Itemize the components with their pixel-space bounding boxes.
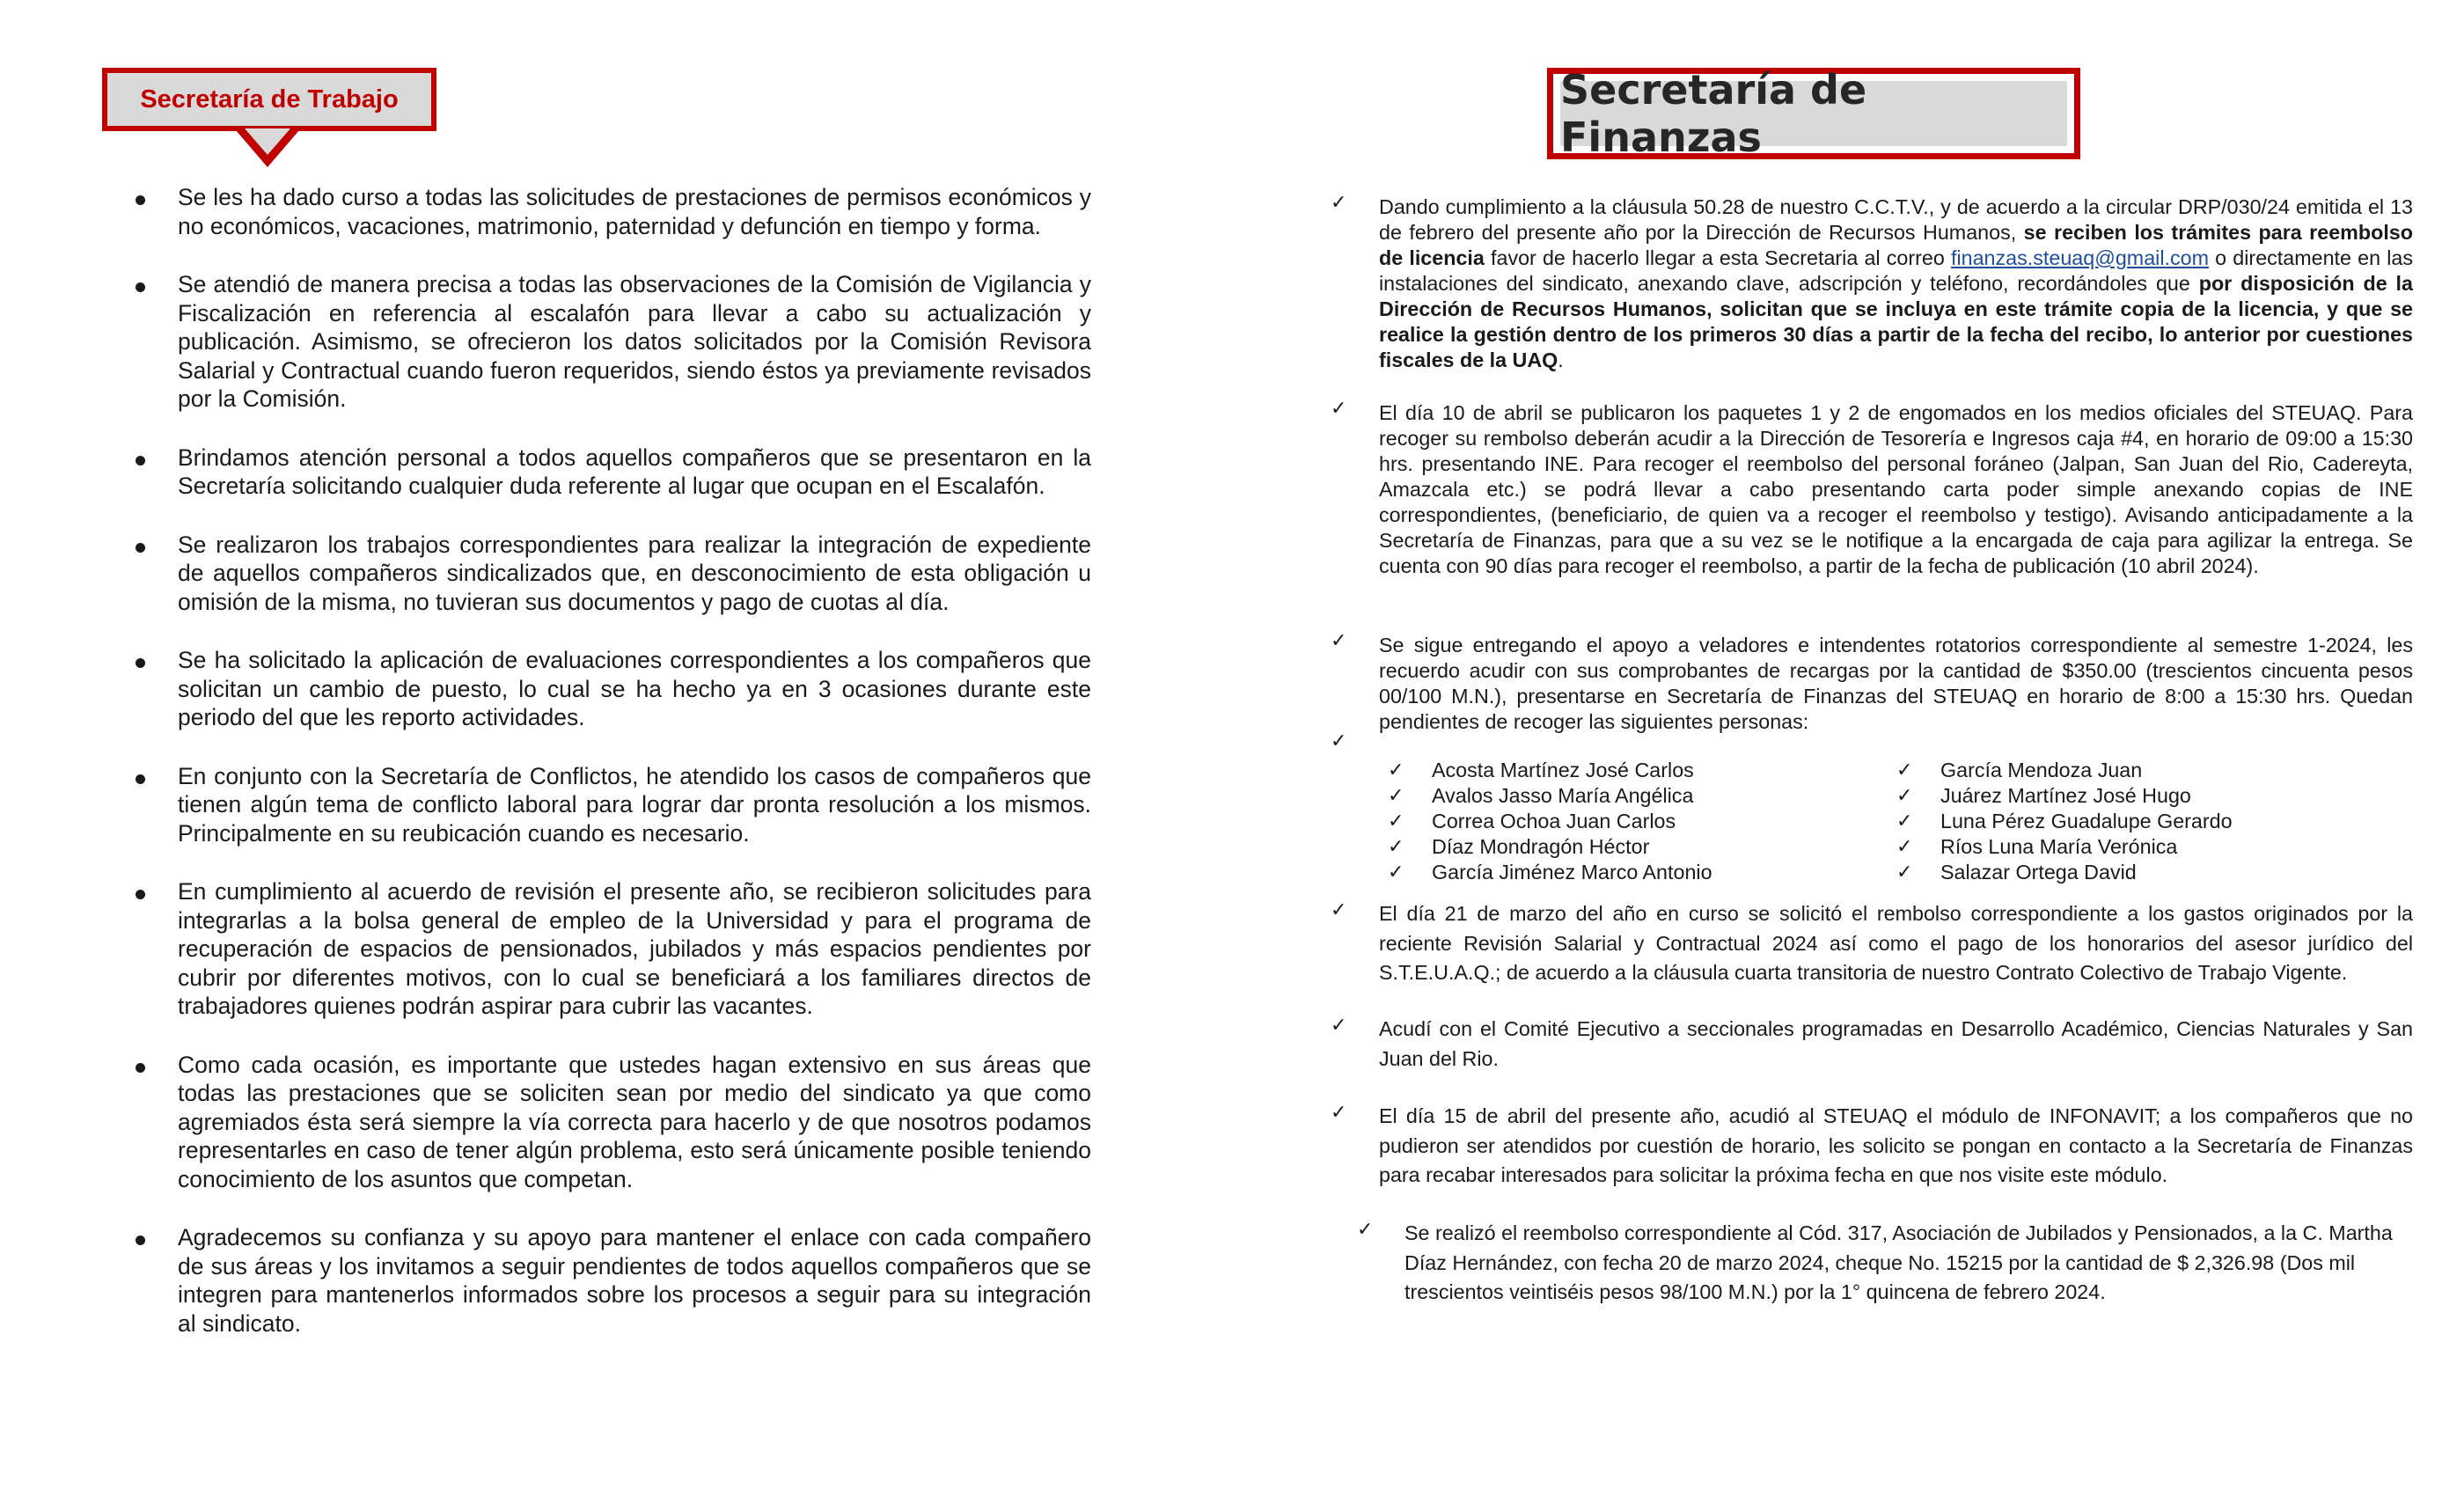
list-item: Agradecemos su confianza y su apoyo para mantener el enlace con cada compañero de sus áreas y los invitamos a seguir pendientes de todos aquellos compañeros que se integren para mantenerlos informados sobre los procesos a seguir para su integración al sindicato.	[97, 1223, 1100, 1338]
bullet-icon	[136, 658, 145, 668]
pending-names-right	[1896, 758, 2233, 885]
list-item: Se realizaron los trabajos correspondientes para realizar la integración de expediente de aquellos compañeros sindicalizados que, en desconocimiento de esta obligación u omisión de la misma, no tuvieran sus documentos y pago de cuotas al día.	[97, 531, 1100, 617]
finanzas-paragraph-4: El día 21 de marzo del año en curso se solicitó el rembolso correspondiente a los gastos originados por la reciente Revisión Salarial y Contractual 2024 así como el pago de los honorarios del asesor jurídico del S.T.E.U.A.Q.; de acuerdo a la cláusula cuarta transitoria de nuestro Contrato Colectivo de Trabajo Vigente.	[1379, 902, 2413, 984]
list-item: En cumplimiento al acuerdo de revisión el presente año, se recibieron solicitudes para integrarlas a la bolsa general de empleo de la Universidad y para el programa de recuperación de espacios de pensionados, jubilados y más espacios pendientes por cubrir por diferentes motivos, con lo cual se beneficiará a los familiares directos de trabajadores quienes podrán aspirar para cubrir las vacantes.	[97, 877, 1100, 1021]
finanzas-paragraph-6: El día 15 de abril del presente año, acudió al STEUAQ el módulo de INFONAVIT; a los compañeros que no pudieron ser atendidos por cuestión de horario, les solicito se pongan en contacto a la Secretaría de Finanzas para recabar interesados para solicitar la próxima fecha en que nos visite este módulo.	[1379, 1104, 2413, 1186]
list-item: Brindamos atención personal a todos aquellos compañeros que se presentaron en la Secretaría solicitando cualquier duda referente al lugar que ocupan en el Escalafón.	[97, 444, 1100, 501]
list-item: Se ha solicitado la aplicación de evaluaciones correspondientes a los compañeros que solicitan un cambio de puesto, lo cual se ha hecho ya en 3 ocasiones durante este periodo del que les reporto actividades.	[97, 646, 1100, 732]
bullet-icon	[136, 1063, 145, 1073]
bullet-icon	[136, 1236, 145, 1245]
check-icon: ✓	[1388, 785, 1404, 807]
list-item: ✓ Avalos Jasso María Angélica	[1388, 784, 1694, 807]
finanzas-paragraph-7: Se realizó el reembolso correspondiente al Cód. 317, Asociación de Jubilados y Pensionados, a la C. Martha Díaz Hernández, con fecha 20 de marzo 2024, cheque No. 15215 por la cantidad de $ 2,326.98 (Dos mil trescientos veintiséis pesos 98/100 M.N.) por la 1° quincena de febrero 2024.	[1404, 1221, 2393, 1303]
check-icon: ✓	[1331, 899, 1347, 921]
finanzas-paragraph-2: El día 10 de abril se publicaron los paquetes 1 y 2 de engomados en los medios oficiales del STEUAQ. Para recoger su rembolso deberán acudir a la Dirección de Tesorería e Ingresos caja #4, en horario de 09:00 a 15:30 hrs. presentando INE. Para recoger el reembolso del personal foráneo (Jalpan, San Juan del Rio, Cadereyta, Amazcala etc.) se podrá llevar a cabo presentando carta poder simple anexando copias de INE correspondientes, (beneficiario, de quien va a recoger el reembolso y testigo). Avisando anticipadamente a la Secretaría de Finanzas, para que a su vez se le notifique a la encargada de caja para agilizar la entrega. Se cuenta con 90 días para recoger el reembolso, a partir de la fecha de publicación (10 abril 2024).	[1379, 401, 2413, 577]
list-item: ✓ Salazar Ortega David	[1896, 861, 2137, 884]
bullet-icon	[136, 456, 145, 466]
check-icon: ✓	[1388, 836, 1404, 858]
list-item: Se atendió de manera precisa a todas las observaciones de la Comisión de Vigilancia y Fiscalización en referencia al escalafón para llevar a cabo su actualización y publicación. Asimismo, se ofrecieron los datos solicitados por la Comisión Revisora Salarial y Contractual cuando fueron requeridos, siendo éstos ya previamente revisados por la Comisión.	[97, 270, 1100, 414]
email-link[interactable]: finanzas.steuaq@gmail.com	[1951, 246, 2209, 269]
bullet-icon	[136, 774, 145, 784]
check-icon: ✓	[1388, 759, 1404, 781]
check-icon: ✓	[1331, 630, 1347, 652]
finanzas-title: Secretaría de Finanzas	[1560, 66, 1867, 161]
list-item: ✓ Ríos Luna María Verónica	[1896, 835, 2178, 858]
list-item: ✓ García Mendoza Juan	[1896, 759, 2143, 781]
check-icon: ✓	[1896, 785, 1913, 807]
finanzas-paragraph-3: Se sigue entregando el apoyo a veladores e intendentes rotatorios correspondiente al semestre 1-2024, les recuerdo acudir con sus comprobantes de recargas por la cantidad de $350.00 (trescientos cincuenta pesos 00/100 M.N.), presentarse en Secretaría de Finanzas del STEUAQ en horario de 8:00 a 15:30 hrs. Quedan pendientes de recoger las siguientes personas:	[1379, 634, 2413, 733]
callout-arrow-icon	[236, 130, 299, 167]
list-item: ✓ Díaz Mondragón Héctor	[1388, 835, 1650, 858]
list-item: En conjunto con la Secretaría de Conflictos, he atendido los casos de compañeros que tienen algún tema de conflicto laboral para lograr dar pronta resolución a los mismos. Principalmente en su reubicación cuando es necesario.	[97, 762, 1100, 848]
bullet-icon	[136, 543, 145, 553]
check-icon: ✓	[1388, 810, 1404, 832]
check-icon: ✓	[1331, 1102, 1347, 1124]
check-icon: ✓	[1896, 759, 1913, 781]
finanzas-paragraph-1: Dando cumplimiento a la cláusula 50.28 de nuestro C.C.T.V., y de acuerdo a la circular DRP/030/24 emitida el 13 de febrero del presente año por la Dirección de Recursos Humanos, se reciben los trámites para reembolso de licencia favor de hacerlo llegar a esta Secretaria al correo finanzas.steuaq@gmail.com o directamente en las instalaciones del sindicato, anexando clave, adscripción y teléfono, recordándoles que por disposición de la Dirección de Recursos Humanos, solicitan que se incluya en este trámite copia de la licencia, y que se realice la gestión dentro de los primeros 30 días a partir de la fecha del recibo, lo anterior por cuestiones fiscales de la UAQ.	[1379, 195, 2414, 371]
trabajo-title: Secretaría de Trabajo	[140, 84, 399, 114]
trabajo-list	[97, 183, 1100, 1368]
check-icon: ✓	[1331, 398, 1347, 420]
list-item: Como cada ocasión, es importante que ustedes hagan extensivo en sus áreas que todas las prestaciones que se soliciten sean por medio del sindicato ya que como agremiados ésta será siempre la vía correcta para hacerlo y de que nosotros podamos representarles en caso de tener algún problema, esto será únicamente posible teniendo conocimiento de los asuntos que competan.	[97, 1051, 1100, 1194]
list-item: ✓ García Jiménez Marco Antonio	[1388, 861, 1712, 884]
list-item: ✓ Luna Pérez Guadalupe Gerardo	[1896, 810, 2233, 832]
bullet-icon	[136, 890, 145, 899]
trabajo-title-box	[102, 68, 436, 131]
check-icon: ✓	[1331, 1015, 1347, 1037]
check-icon: ✓	[1388, 862, 1404, 884]
list-item: ✓ Juárez Martínez José Hugo	[1896, 784, 2191, 807]
check-icon: ✓	[1896, 836, 1913, 858]
list-item: Se les ha dado curso a todas las solicitudes de prestaciones de permisos económicos y no económicos, vacaciones, matrimonio, paternidad y defunción en tiempo y forma.	[97, 183, 1100, 240]
bullet-icon	[136, 195, 145, 205]
pending-names-left	[1388, 758, 1712, 885]
check-icon: ✓	[1331, 730, 1347, 752]
check-icon: ✓	[1357, 1219, 1374, 1241]
list-item: ✓ Acosta Martínez José Carlos	[1388, 759, 1694, 781]
check-icon: ✓	[1331, 192, 1347, 214]
bullet-icon	[136, 282, 145, 292]
check-icon: ✓	[1896, 810, 1913, 832]
list-item: ✓ Correa Ochoa Juan Carlos	[1388, 810, 1676, 832]
finanzas-paragraph-5: Acudí con el Comité Ejecutivo a seccionales programadas en Desarrollo Académico, Ciencias Naturales y San Juan del Rio.	[1379, 1017, 2413, 1070]
finanzas-title-box	[1547, 68, 2080, 159]
check-icon: ✓	[1896, 862, 1913, 884]
